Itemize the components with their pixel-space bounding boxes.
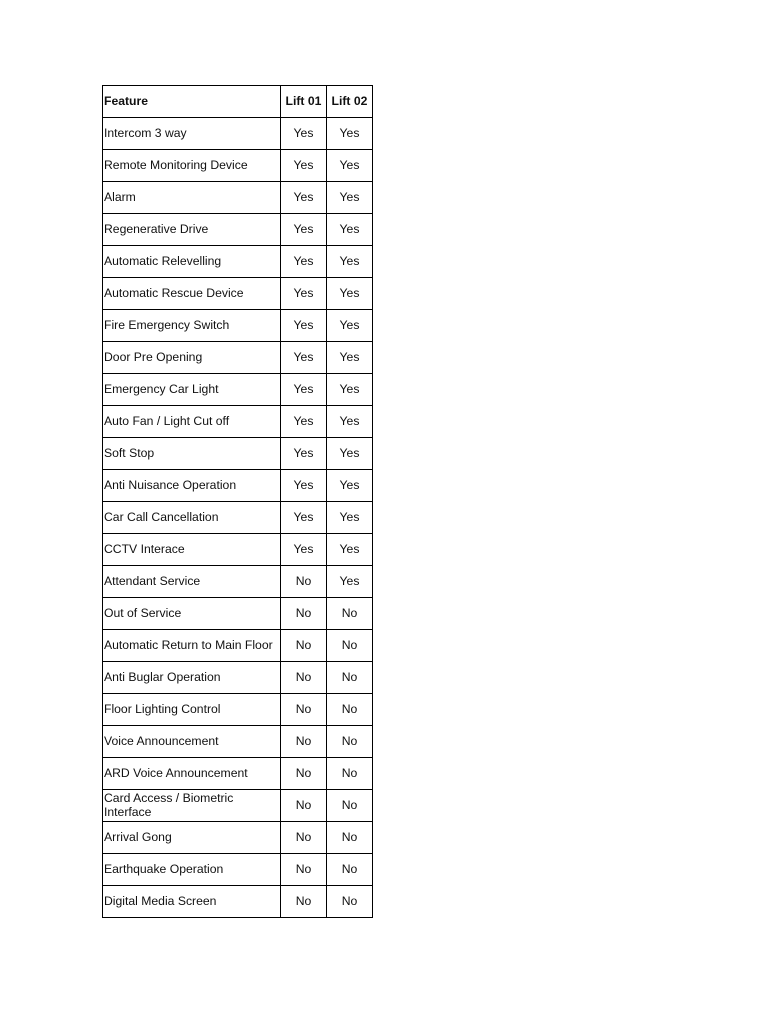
- table-row: [103, 278, 373, 310]
- feature-cell: Card Access / Biometric Interface: [103, 790, 281, 822]
- lift-feature-table: [102, 85, 373, 918]
- lift-02-cell: No: [327, 886, 373, 918]
- lift-02-cell: No: [327, 630, 373, 662]
- table-row: [103, 534, 373, 566]
- lift-02-cell: No: [327, 758, 373, 790]
- lift-01-cell: Yes: [281, 214, 327, 246]
- table-row: [103, 182, 373, 214]
- lift-01-cell: Yes: [281, 534, 327, 566]
- lift-01-cell: No: [281, 598, 327, 630]
- lift-01-cell: No: [281, 662, 327, 694]
- lift-01-cell: No: [281, 694, 327, 726]
- lift-01-cell: No: [281, 758, 327, 790]
- lift-02-cell: No: [327, 598, 373, 630]
- feature-cell: Floor Lighting Control: [103, 694, 281, 726]
- table-row: [103, 886, 373, 918]
- lift-01-cell: Yes: [281, 406, 327, 438]
- lift-01-cell: Yes: [281, 438, 327, 470]
- table-row: [103, 470, 373, 502]
- feature-cell: Out of Service: [103, 598, 281, 630]
- table-row: [103, 214, 373, 246]
- lift-01-cell: Yes: [281, 278, 327, 310]
- feature-cell: Earthquake Operation: [103, 854, 281, 886]
- feature-cell: Arrival Gong: [103, 822, 281, 854]
- lift-02-cell: Yes: [327, 310, 373, 342]
- table-row: [103, 598, 373, 630]
- table-row: [103, 790, 373, 822]
- lift-02-cell: Yes: [327, 502, 373, 534]
- table-row: [103, 630, 373, 662]
- lift-02-cell: Yes: [327, 214, 373, 246]
- lift-02-cell: Yes: [327, 150, 373, 182]
- feature-cell: Door Pre Opening: [103, 342, 281, 374]
- lift-02-cell: No: [327, 822, 373, 854]
- lift-02-cell: No: [327, 790, 373, 822]
- table-row: [103, 726, 373, 758]
- feature-cell: Auto Fan / Light Cut off: [103, 406, 281, 438]
- lift-01-cell: No: [281, 822, 327, 854]
- lift-02-cell: No: [327, 854, 373, 886]
- lift-02-cell: Yes: [327, 534, 373, 566]
- table-row: [103, 502, 373, 534]
- feature-cell: Voice Announcement: [103, 726, 281, 758]
- table-row: [103, 822, 373, 854]
- lift-01-cell: No: [281, 886, 327, 918]
- lift-02-cell: Yes: [327, 438, 373, 470]
- feature-cell: Alarm: [103, 182, 281, 214]
- lift-01-cell: Yes: [281, 470, 327, 502]
- lift-01-cell: Yes: [281, 310, 327, 342]
- header-feature: Feature: [103, 86, 281, 118]
- feature-cell: Automatic Relevelling: [103, 246, 281, 278]
- lift-02-cell: Yes: [327, 406, 373, 438]
- lift-01-cell: Yes: [281, 150, 327, 182]
- lift-02-cell: Yes: [327, 342, 373, 374]
- table-row: [103, 150, 373, 182]
- lift-02-cell: Yes: [327, 182, 373, 214]
- lift-02-cell: Yes: [327, 118, 373, 150]
- table-row: [103, 662, 373, 694]
- table-header-row: [103, 86, 373, 118]
- feature-cell: Remote Monitoring Device: [103, 150, 281, 182]
- feature-cell: Regenerative Drive: [103, 214, 281, 246]
- feature-cell: Anti Nuisance Operation: [103, 470, 281, 502]
- lift-01-cell: No: [281, 726, 327, 758]
- header-lift-01: Lift 01: [281, 86, 327, 118]
- lift-01-cell: Yes: [281, 246, 327, 278]
- feature-cell: Automatic Rescue Device: [103, 278, 281, 310]
- table-row: [103, 406, 373, 438]
- lift-02-cell: No: [327, 662, 373, 694]
- table-row: [103, 854, 373, 886]
- feature-cell: Car Call Cancellation: [103, 502, 281, 534]
- lift-01-cell: Yes: [281, 502, 327, 534]
- feature-cell: Attendant Service: [103, 566, 281, 598]
- feature-table-container: [102, 85, 373, 918]
- feature-cell: Fire Emergency Switch: [103, 310, 281, 342]
- feature-cell: Soft Stop: [103, 438, 281, 470]
- feature-cell: ARD Voice Announcement: [103, 758, 281, 790]
- lift-02-cell: Yes: [327, 246, 373, 278]
- feature-cell: Intercom 3 way: [103, 118, 281, 150]
- table-row: [103, 566, 373, 598]
- table-row: [103, 694, 373, 726]
- feature-cell: Emergency Car Light: [103, 374, 281, 406]
- table-row: [103, 438, 373, 470]
- lift-02-cell: No: [327, 694, 373, 726]
- lift-02-cell: Yes: [327, 374, 373, 406]
- lift-01-cell: Yes: [281, 118, 327, 150]
- table-row: [103, 310, 373, 342]
- lift-01-cell: Yes: [281, 182, 327, 214]
- lift-01-cell: Yes: [281, 342, 327, 374]
- lift-02-cell: Yes: [327, 566, 373, 598]
- header-lift-02: Lift 02: [327, 86, 373, 118]
- feature-cell: Automatic Return to Main Floor: [103, 630, 281, 662]
- lift-01-cell: No: [281, 790, 327, 822]
- lift-01-cell: No: [281, 566, 327, 598]
- table-row: [103, 246, 373, 278]
- table-row: [103, 342, 373, 374]
- table-row: [103, 758, 373, 790]
- lift-01-cell: No: [281, 854, 327, 886]
- feature-cell: Digital Media Screen: [103, 886, 281, 918]
- feature-cell: Anti Buglar Operation: [103, 662, 281, 694]
- table-row: [103, 374, 373, 406]
- feature-cell: CCTV Interace: [103, 534, 281, 566]
- lift-01-cell: Yes: [281, 374, 327, 406]
- lift-02-cell: Yes: [327, 278, 373, 310]
- lift-02-cell: Yes: [327, 470, 373, 502]
- lift-01-cell: No: [281, 630, 327, 662]
- table-body: [103, 118, 373, 918]
- table-row: [103, 118, 373, 150]
- lift-02-cell: No: [327, 726, 373, 758]
